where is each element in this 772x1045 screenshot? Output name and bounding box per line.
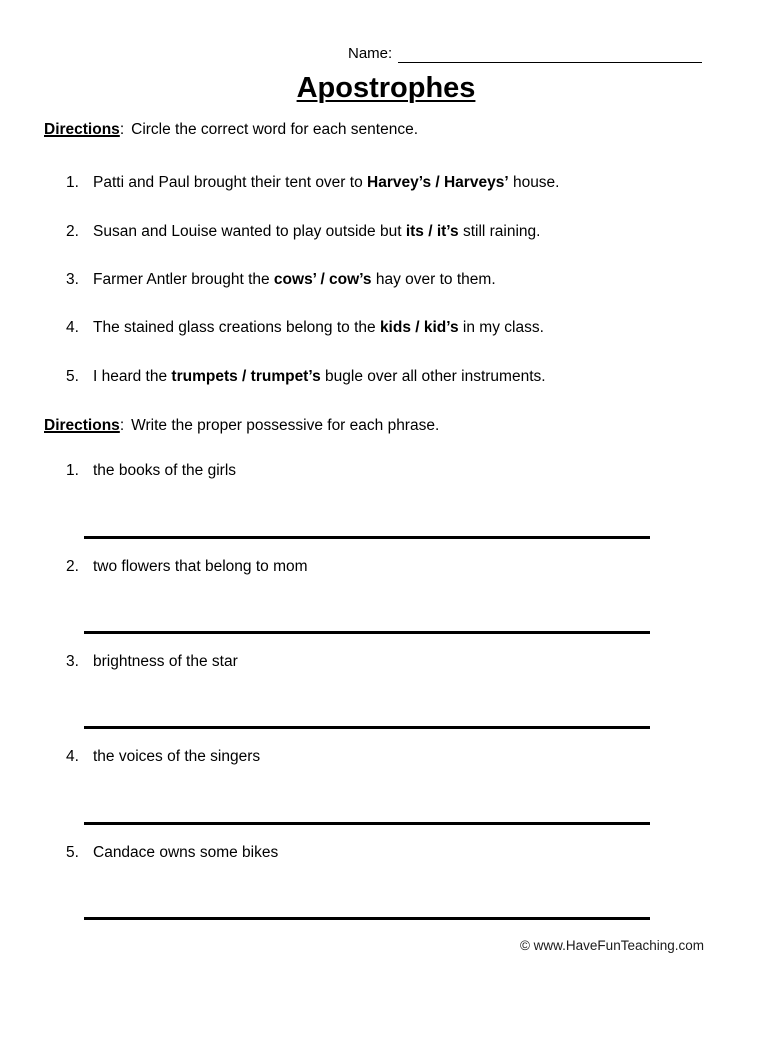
item-number: 1.	[66, 174, 79, 192]
sentence-item	[66, 367, 732, 386]
name-row	[348, 45, 702, 63]
sentence-text: Susan and Louise wanted to play outside but its / it’s still raining.	[93, 222, 541, 240]
phrase-item	[66, 747, 732, 824]
phrase-item	[66, 843, 732, 920]
sentence-text: Farmer Antler brought the cows’ / cow’s hay over to them.	[93, 271, 496, 289]
item-number: 2.	[66, 557, 79, 575]
name-blank-line	[398, 47, 702, 63]
sentence-item	[66, 270, 732, 289]
section1-directions	[44, 121, 728, 139]
item-number: 1.	[66, 462, 79, 480]
directions-text: Write the proper possessive for each phrase.	[131, 417, 440, 435]
phrase-item	[66, 557, 732, 634]
directions-label: Directions	[44, 417, 120, 435]
item-number: 4.	[66, 319, 79, 337]
word-choice: Harvey’s / Harveys’	[367, 174, 509, 192]
word-choice: cows’ / cow’s	[273, 271, 372, 289]
item-number: 2.	[66, 222, 79, 240]
phrase-text: the voices of the singers	[93, 748, 261, 766]
item-number: 4.	[66, 748, 79, 766]
phrase-text: the books of the girls	[93, 462, 237, 480]
copyright-footer: © www.HaveFunTeaching.com	[519, 938, 704, 954]
word-choice: its / it’s	[405, 222, 459, 240]
directions-colon: :	[119, 121, 125, 139]
possessive-phrase-list	[66, 461, 732, 920]
circle-word-list	[66, 173, 732, 386]
answer-blank-line	[84, 536, 650, 539]
directions-text: Circle the correct word for each sentence.	[131, 121, 419, 139]
phrase-text: two flowers that belong to mom	[93, 557, 308, 575]
answer-blank-line	[84, 822, 650, 825]
sentence-item	[66, 318, 732, 337]
phrase-text: Candace owns some bikes	[93, 843, 279, 861]
item-number: 5.	[66, 367, 79, 385]
item-number: 5.	[66, 843, 79, 861]
sentence-text: The stained glass creations belong to the kids / kid’s in my class.	[93, 319, 544, 337]
word-choice: trumpets / trumpet’s	[171, 367, 321, 385]
answer-blank-line	[84, 726, 650, 729]
page-title: Apostrophes	[296, 72, 476, 104]
answer-blank-line	[84, 631, 650, 634]
phrase-item	[66, 652, 732, 729]
sentence-text: I heard the trumpets / trumpet’s bugle over all other instruments.	[93, 367, 546, 385]
name-label: Name:	[348, 45, 393, 62]
word-choice: kids / kid’s	[379, 319, 459, 337]
answer-blank-line	[84, 917, 650, 920]
directions-label: Directions	[44, 121, 120, 139]
sentence-item	[66, 222, 732, 241]
item-number: 3.	[66, 271, 79, 289]
item-number: 3.	[66, 652, 79, 670]
worksheet-page	[0, 45, 772, 1045]
section2-directions	[44, 417, 728, 435]
directions-colon: :	[119, 417, 125, 435]
phrase-text: brightness of the star	[93, 652, 238, 670]
sentence-item	[66, 173, 732, 192]
sentence-text: Patti and Paul brought their tent over to Harvey’s / Harveys’ house.	[93, 174, 560, 192]
phrase-item	[66, 461, 732, 538]
